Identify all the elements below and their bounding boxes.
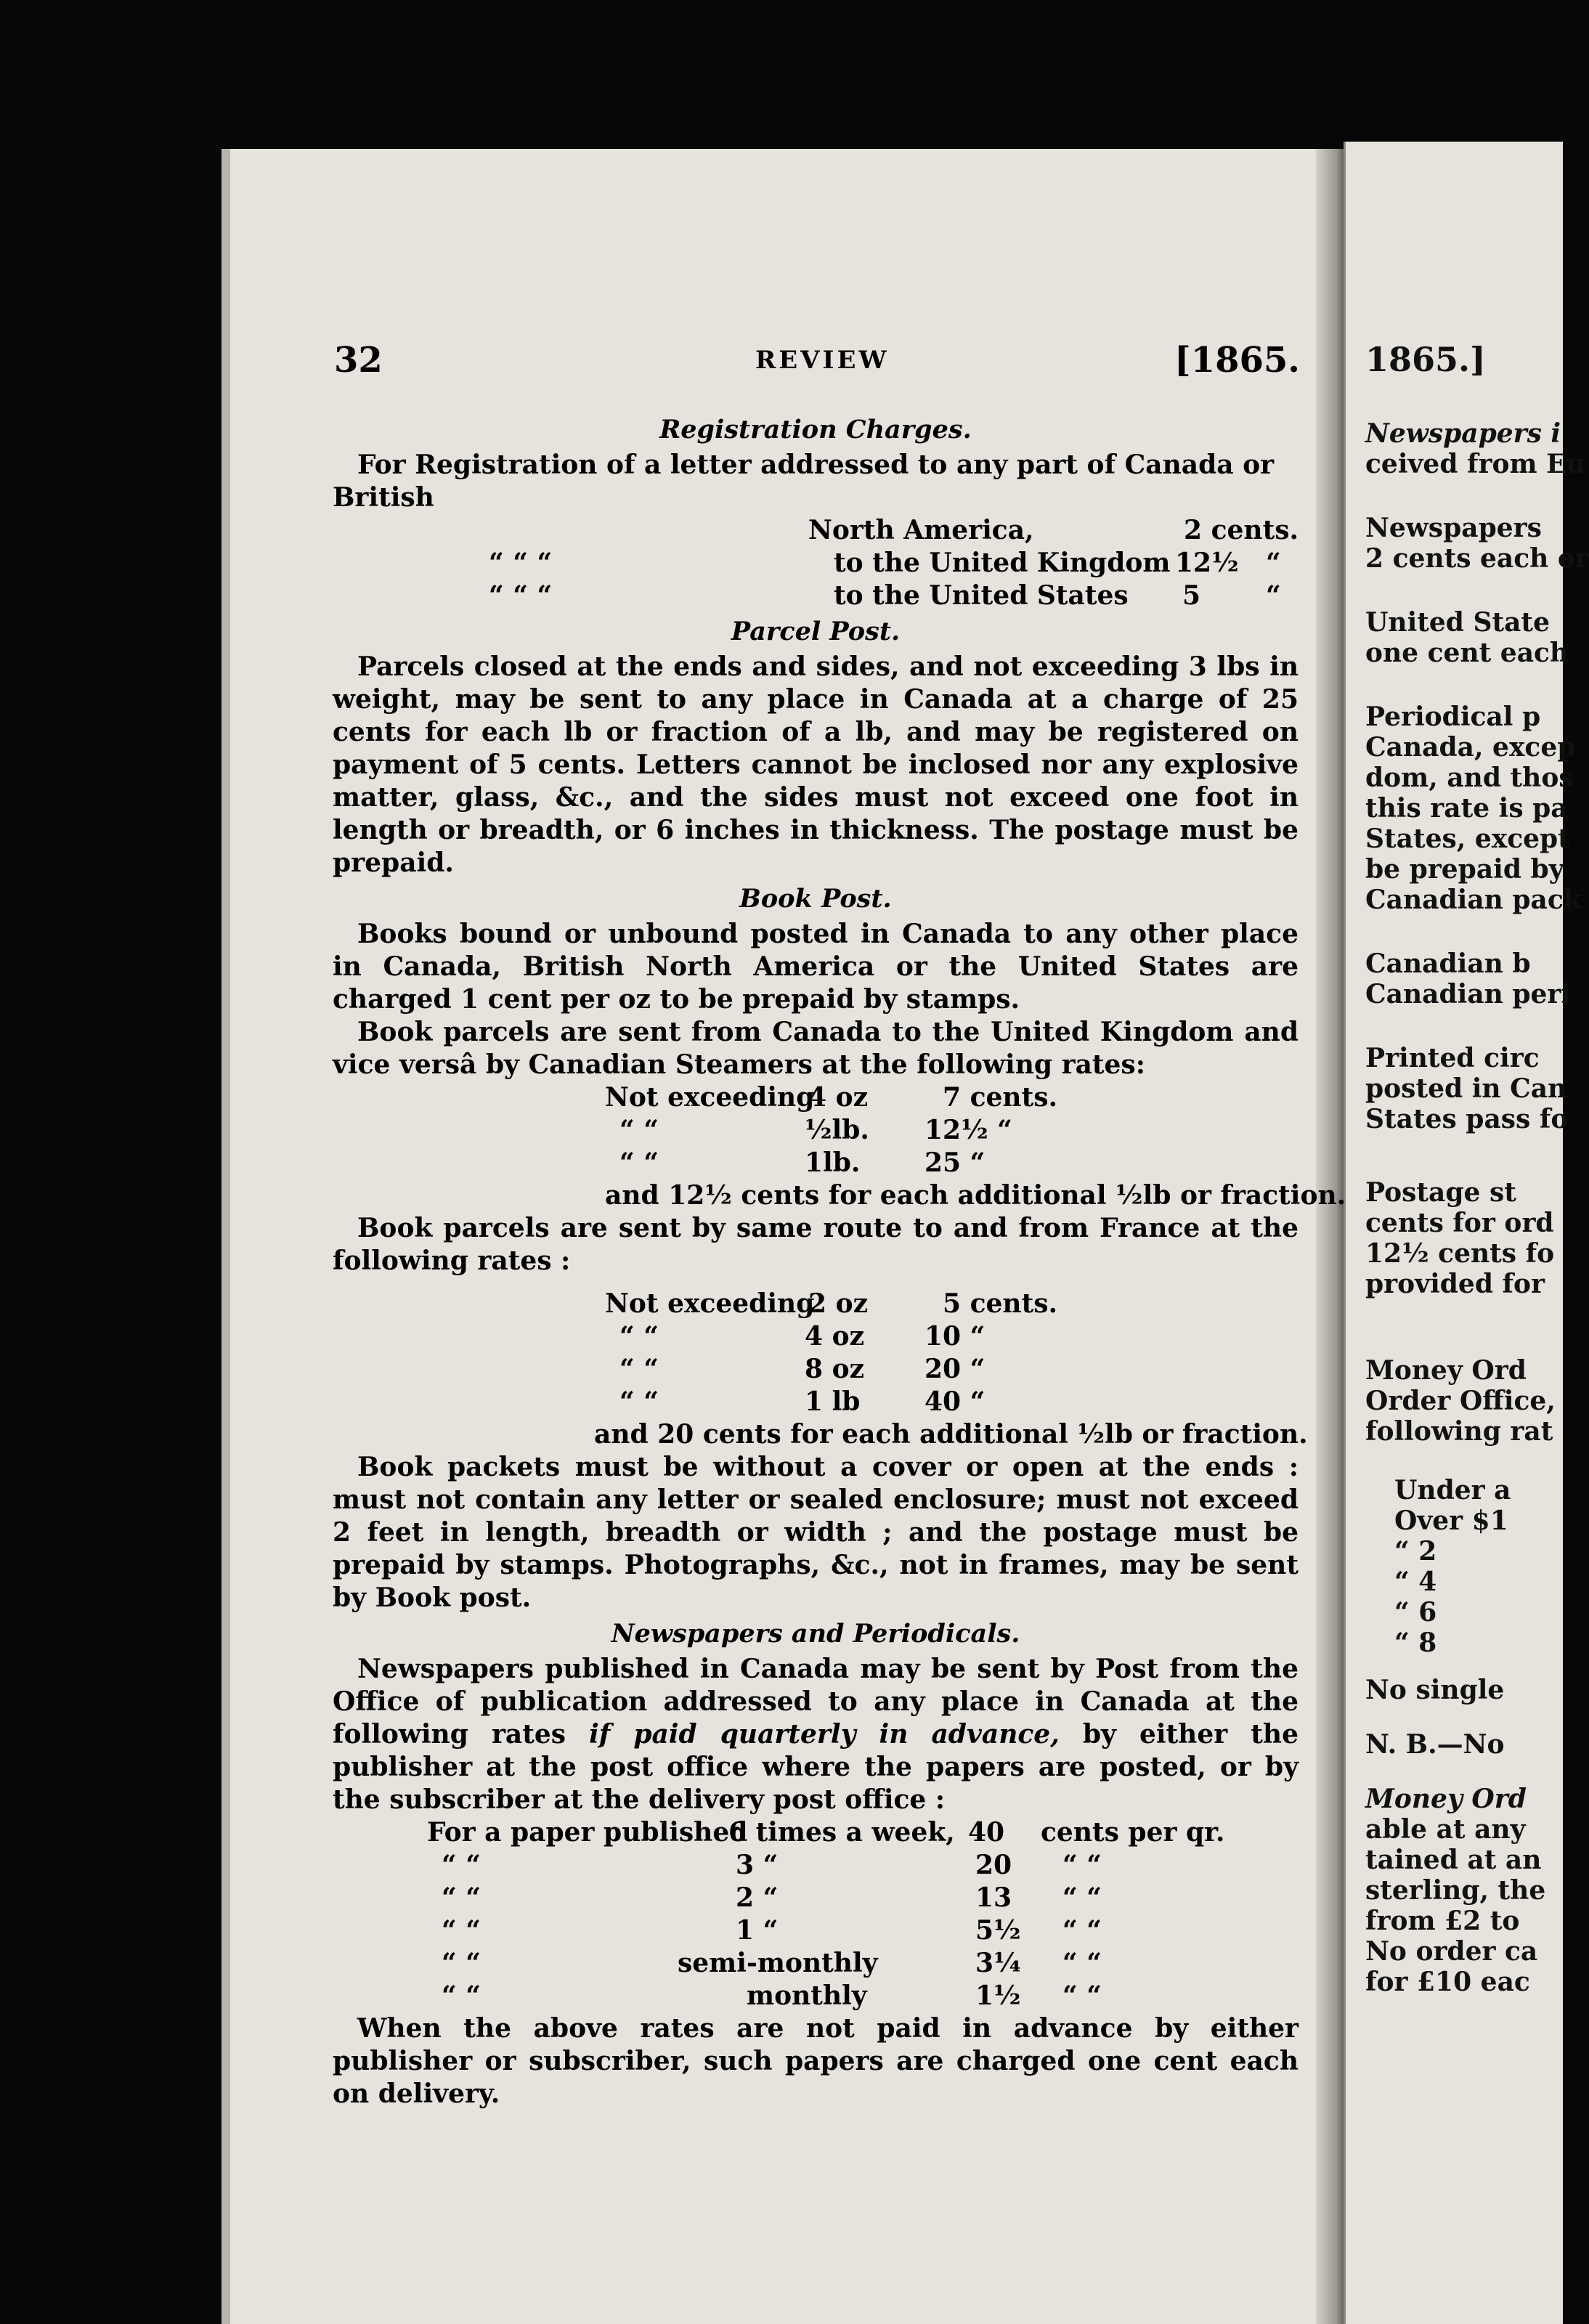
rate-weight: 8 oz xyxy=(805,1354,865,1384)
rate-value: 7 cents. xyxy=(943,1082,1058,1113)
rate-value: 20 xyxy=(975,1850,1012,1880)
rate-value: 1½ xyxy=(975,1980,1021,2011)
rate-unit: “ “ xyxy=(1062,1948,1102,1978)
rate-weight: 4 oz xyxy=(805,1321,865,1352)
uk-additional xyxy=(333,1179,1346,1212)
rate-value: 5½ xyxy=(975,1915,1021,1946)
newspapers-text-a: Newspapers published in Canada may be sent by Post from the Office of publication addressed to any place in Canada at the following rates xyxy=(333,1654,1299,1750)
right-page-line: “ 8 xyxy=(1394,1628,1437,1658)
header-year: [1865. xyxy=(1174,340,1300,381)
newspaper-rate-row xyxy=(333,1914,1299,1947)
left-page-body xyxy=(333,410,1346,2110)
rate-unit: “ “ xyxy=(1062,1882,1102,1913)
rate-col1: “ “ xyxy=(442,1980,481,2011)
france-rate-row xyxy=(333,1288,1299,1320)
rate-value: 5 cents. xyxy=(943,1288,1058,1319)
ditto-mark: “ xyxy=(1266,548,1281,578)
right-page-line: Postage st xyxy=(1365,1177,1516,1208)
france-rate-row xyxy=(333,1320,1299,1353)
right-page-line: one cent each xyxy=(1365,638,1569,668)
uk-rate-row xyxy=(333,1081,1299,1114)
right-page-line: Over $1 xyxy=(1394,1506,1508,1536)
rate-value: 40 xyxy=(968,1817,1005,1848)
right-page-line: able at any xyxy=(1365,1814,1526,1845)
rate-value: 10 “ xyxy=(924,1321,985,1352)
newspaper-rate-row xyxy=(333,1980,1299,2012)
france-additional xyxy=(333,1418,1308,1451)
right-page-line: sterling, the xyxy=(1365,1875,1546,1906)
rate-col2: semi-monthly xyxy=(678,1948,878,1978)
uk-rate-row xyxy=(333,1114,1299,1147)
book-paragraph-1: Books bound or unbound posted in Canada to any other place in Canada, British North America or the United States are charged 1 cent per oz to be prepaid by stamps. xyxy=(333,919,1299,1015)
france-rate-row xyxy=(333,1386,1299,1418)
rate-unit: cents per qr. xyxy=(1041,1817,1225,1848)
ditto-mark: “ xyxy=(1266,580,1281,611)
right-page-line: Canadian peri xyxy=(1365,979,1572,1009)
uk-rate-row xyxy=(333,1147,1299,1179)
rate-label: Not exceeding xyxy=(605,1082,815,1113)
right-page-line: States, except xyxy=(1365,824,1570,854)
rate-unit: “ “ xyxy=(1062,1850,1102,1880)
rate-value: 40 “ xyxy=(924,1386,985,1417)
right-page-line: Newspapers i xyxy=(1365,418,1561,449)
right-page-line: dom, and thos xyxy=(1365,763,1574,793)
rate-label: “ “ xyxy=(619,1115,659,1145)
rate-value: 3¼ xyxy=(975,1948,1021,1978)
rate-weight: 2 oz xyxy=(808,1288,869,1319)
rate-label: “ “ xyxy=(619,1147,659,1178)
right-page-line: Canadian b xyxy=(1365,948,1531,979)
rate-label: Not exceeding xyxy=(605,1288,815,1319)
right-page-line: Canada, excep xyxy=(1365,732,1576,763)
registration-row-3 xyxy=(333,580,1299,612)
newspapers-closing: When the above rates are not paid in advance by either publisher or subscriber, such papers are charged one cent each on delivery. xyxy=(333,2013,1299,2109)
right-page-line: from £2 to xyxy=(1365,1906,1520,1936)
right-page-line: Newspapers xyxy=(1365,513,1542,543)
ditto-marks: “ “ “ xyxy=(489,548,553,578)
rate-unit: “ “ xyxy=(1062,1980,1102,2011)
right-page-line: Under a xyxy=(1394,1475,1511,1506)
registration-heading: Registration Charges. xyxy=(659,415,972,444)
right-page-line: posted in Can xyxy=(1365,1073,1567,1104)
newspaper-rate-row xyxy=(333,1882,1299,1914)
additional-rate: and 12½ cents for each additional ½lb or fraction. xyxy=(605,1180,1346,1211)
rate-weight: 4 oz xyxy=(808,1082,869,1113)
registration-row-1 xyxy=(333,514,1299,547)
page-header xyxy=(334,340,1307,391)
rate-col2: 6 times a week, xyxy=(728,1817,955,1848)
book-heading: Book Post. xyxy=(739,884,892,914)
rate-col2: monthly xyxy=(747,1980,867,2011)
newspaper-rate-row xyxy=(333,1947,1299,1980)
registration-row-2 xyxy=(333,547,1299,580)
right-page-line: provided for xyxy=(1365,1269,1545,1299)
newspaper-rate-row xyxy=(333,1849,1299,1882)
rate-col1: “ “ xyxy=(442,1850,481,1880)
right-page-year: 1865.] xyxy=(1365,340,1486,379)
book-paragraph-4: Book packets must be without a cover or open at the ends : must not contain any letter or sealed enclosure; must not exceed 2 feet in length, breadth or width ; and the postage must be prepaid by stamps. Photographs, &c., not in frames, may be sent by Book post. xyxy=(333,1452,1299,1613)
ditto-marks: “ “ “ xyxy=(489,580,553,611)
right-page-line: Printed circ xyxy=(1365,1043,1540,1073)
parcel-heading: Parcel Post. xyxy=(731,617,901,646)
rate-unit: “ “ xyxy=(1062,1915,1102,1946)
registration-line: For Registration of a letter addressed to any part of Canada or British xyxy=(333,450,1275,513)
right-page-line: following rat xyxy=(1365,1416,1553,1447)
right-page-line: cents for ord xyxy=(1365,1208,1554,1238)
parcel-paragraph: Parcels closed at the ends and sides, and not exceeding 3 lbs in weight, may be sent to any place in Canada at a charge of 25 cents for each lb or fraction of a lb, and may be registered on payment of 5 cents. Letters cannot be inclosed nor any explosive matter, glass, &c., and the sides must not exceed one foot in length or breadth, or 6 inches in thickness. The postage must be prepaid. xyxy=(333,651,1299,878)
registration-rate: 2 cents. xyxy=(1183,515,1299,545)
right-page-line: Periodical p xyxy=(1365,702,1541,732)
right-page-line: Money Ord xyxy=(1365,1355,1527,1386)
rate-col2: 1 “ xyxy=(736,1915,779,1946)
book-paragraph-2: Book parcels are sent from Canada to the United Kingdom and vice versâ by Canadian Steamers at the following rates: xyxy=(333,1017,1299,1080)
page-number: 32 xyxy=(334,340,383,381)
rate-value: 12½ “ xyxy=(924,1115,1012,1145)
running-title: REVIEW xyxy=(755,346,890,375)
right-page-line: this rate is pa xyxy=(1365,793,1568,824)
rate-value: 25 “ xyxy=(924,1147,985,1178)
rate-weight: 1 lb xyxy=(805,1386,861,1417)
right-page-line: Canadian pack xyxy=(1365,885,1582,915)
registration-dest: North America, xyxy=(808,515,1034,545)
right-page-line: Order Office, xyxy=(1365,1386,1556,1416)
rate-col2: 2 “ xyxy=(736,1882,779,1913)
right-page-line: tained at an xyxy=(1365,1845,1542,1875)
additional-rate: and 20 cents for each additional ½lb or fraction. xyxy=(594,1419,1308,1450)
france-rate-row xyxy=(333,1353,1299,1386)
rate-weight: ½lb. xyxy=(805,1115,869,1145)
right-page-line: Money Ord xyxy=(1365,1784,1527,1814)
right-page-line: 2 cents each or xyxy=(1365,543,1589,574)
right-page-line: “ 2 xyxy=(1394,1536,1437,1567)
right-page-line: “ 4 xyxy=(1394,1567,1437,1597)
right-page-line: United State xyxy=(1365,607,1550,638)
right-page-line: No single xyxy=(1365,1675,1505,1705)
registration-dest: to the United Kingdom xyxy=(834,548,1171,578)
rate-col1: “ “ xyxy=(442,1915,481,1946)
newspapers-paragraph xyxy=(333,1653,1299,1816)
page-gutter xyxy=(1316,149,1345,2324)
newspapers-heading: Newspapers and Periodicals. xyxy=(611,1619,1020,1649)
right-page-line: be prepaid by xyxy=(1365,854,1564,885)
right-page-line: N. B.—No xyxy=(1365,1729,1505,1760)
rate-col1: For a paper published xyxy=(427,1817,748,1848)
registration-dest: to the United States xyxy=(834,580,1129,611)
rate-value: 13 xyxy=(975,1882,1012,1913)
newspaper-rate-row xyxy=(333,1816,1299,1849)
right-page-line: “ 6 xyxy=(1394,1597,1437,1628)
right-page-line: ceived from Eu xyxy=(1365,449,1585,479)
book-paragraph-3: Book parcels are sent by same route to and from France at the following rates : xyxy=(333,1213,1299,1276)
rate-label: “ “ xyxy=(619,1354,659,1384)
registration-rate: 5 xyxy=(1182,580,1201,611)
right-page-line: for £10 eac xyxy=(1365,1967,1530,1997)
rate-label: “ “ xyxy=(619,1321,659,1352)
right-page-line: 12½ cents fo xyxy=(1365,1238,1555,1269)
newspapers-text-b: by either the publisher at the post office where the papers are posted, or by the subscriber at the delivery post office : xyxy=(333,1719,1299,1815)
rate-label: “ “ xyxy=(619,1386,659,1417)
registration-rate: 12½ xyxy=(1175,548,1239,578)
rate-value: 20 “ xyxy=(924,1354,985,1384)
rate-col1: “ “ xyxy=(442,1948,481,1978)
right-page-line: No order ca xyxy=(1365,1936,1538,1967)
rate-col2: 3 “ xyxy=(736,1850,779,1880)
rate-weight: 1lb. xyxy=(805,1147,861,1178)
rate-col1: “ “ xyxy=(442,1882,481,1913)
right-page-line: States pass fo xyxy=(1365,1104,1569,1134)
newspapers-text-italic: if paid quarterly in advance, xyxy=(589,1719,1060,1750)
